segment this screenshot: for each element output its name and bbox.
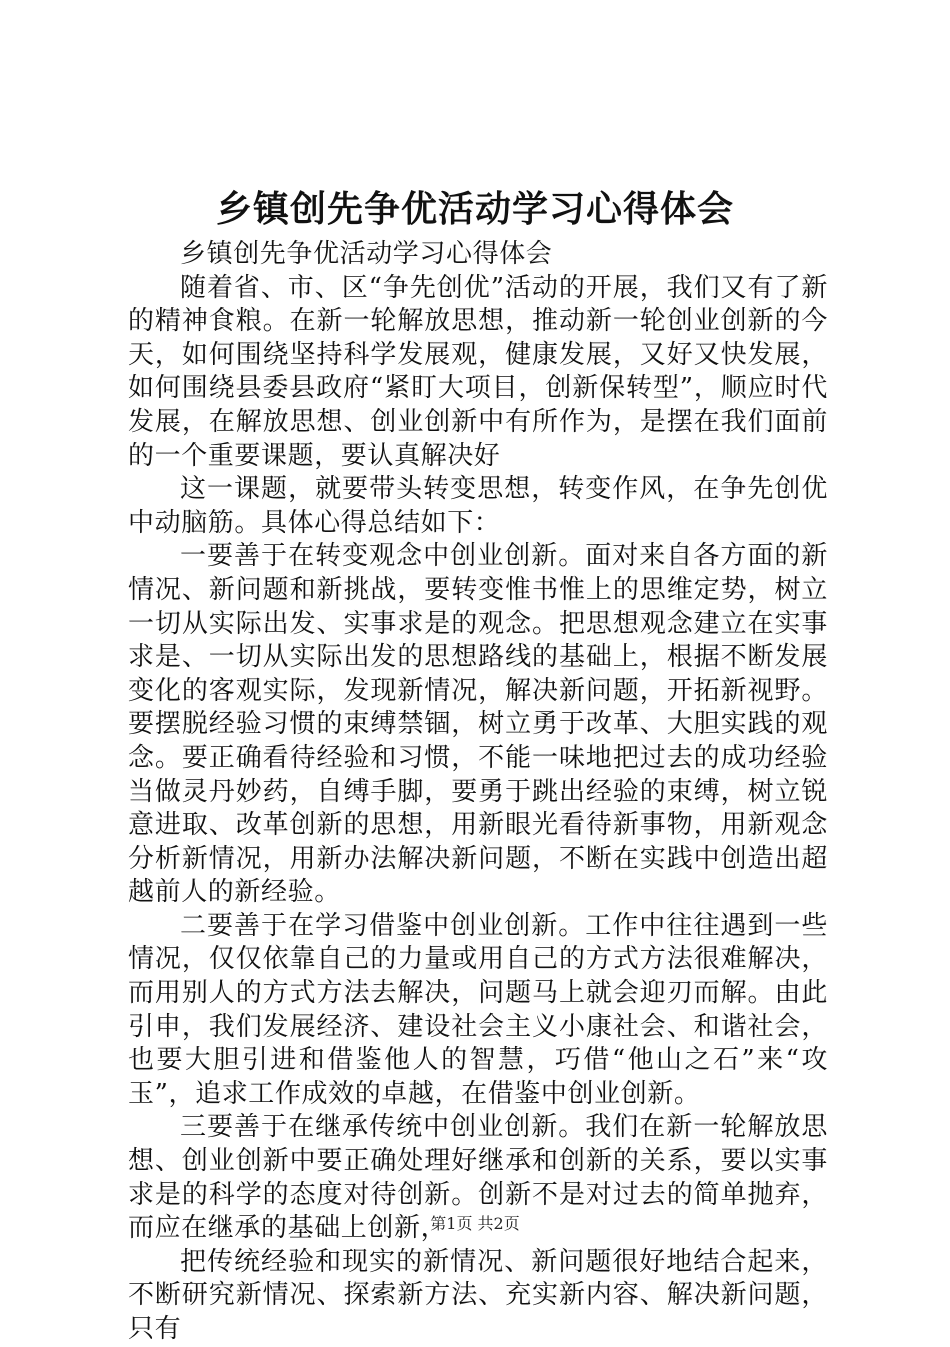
paragraph-point-three: 三要善于在继承传统中创业创新。我们在新一轮解放思想、创业创新中要正确处理好继承和创新的关系，要以实事求是的科学的态度对待创新。创新不是对过去的简单抛弃，而应在继承的基础上创新， xyxy=(128,1112,828,1244)
paragraph-summary: 这一课题，就要带头转变思想，转变作风，在争先创优中动脑筋。具体心得总结如下： xyxy=(128,474,828,538)
paragraph-intro: 随着省、市、区“争先创优”活动的开展，我们又有了新的精神食粮。在新一轮解放思想，推动新一轮创业创新的今天，如何围绕坚持科学发展观，健康发展，又好又快发展，如何围绕县委县政府“紧盯大项目，创新保转型”，顺应时代发展，在解放思想、创业创新中有所作为，是摆在我们面前的一个重要课题，要认真解决好 xyxy=(128,272,828,471)
page-number-footer: 第1页 共2页 xyxy=(430,1214,520,1233)
paragraph-point-one: 一要善于在转变观念中创业创新。面对来自各方面的新情况、新问题和新挑战，要转变惟书惟上的思维定势，树立一切从实际出发、实事求是的观念。把思想观念建立在实事求是、一切从实际出发的思想路线的基础上，根据不断发展变化的客观实际，发现新情况，解决新问题，开拓新视野。要摆脱经验习惯的束缚禁锢，树立勇于改革、大胆实践的观念。要正确看待经验和习惯，不能一味地把过去的成功经验当做灵丹妙药，自缚手脚，要勇于跳出经验的束缚，树立锐意进取、改革创新的思想，用新眼光看待新事物，用新观念分析新情况，用新办法解决新问题，不断在实践中创造出超越前人的新经验。 xyxy=(128,541,828,908)
paragraph-continuation: 把传统经验和现实的新情况、新问题很好地结合起来，不断研究新情况、探索新方法、充实新内容、解决新问题，只有 xyxy=(128,1246,828,1344)
paragraph-subtitle: 乡镇创先争优活动学习心得体会 xyxy=(180,239,553,269)
document-body xyxy=(128,238,828,1347)
paragraph-point-two: 二要善于在学习借鉴中创业创新。工作中往往遇到一些情况，仅仅依靠自己的力量或用自己的方式方法很难解决，而用别人的方式方法去解决，问题马上就会迎刃而解。由此引申，我们发展经济、建设社会主义小康社会、和谐社会，也要大胆引进和借鉴他人的智慧，巧借“他山之石”来“攻玉”，追求工作成效的卓越，在借鉴中创业创新。 xyxy=(128,910,828,1109)
document-title: 乡镇创先争优活动学习心得体会 xyxy=(215,188,734,230)
